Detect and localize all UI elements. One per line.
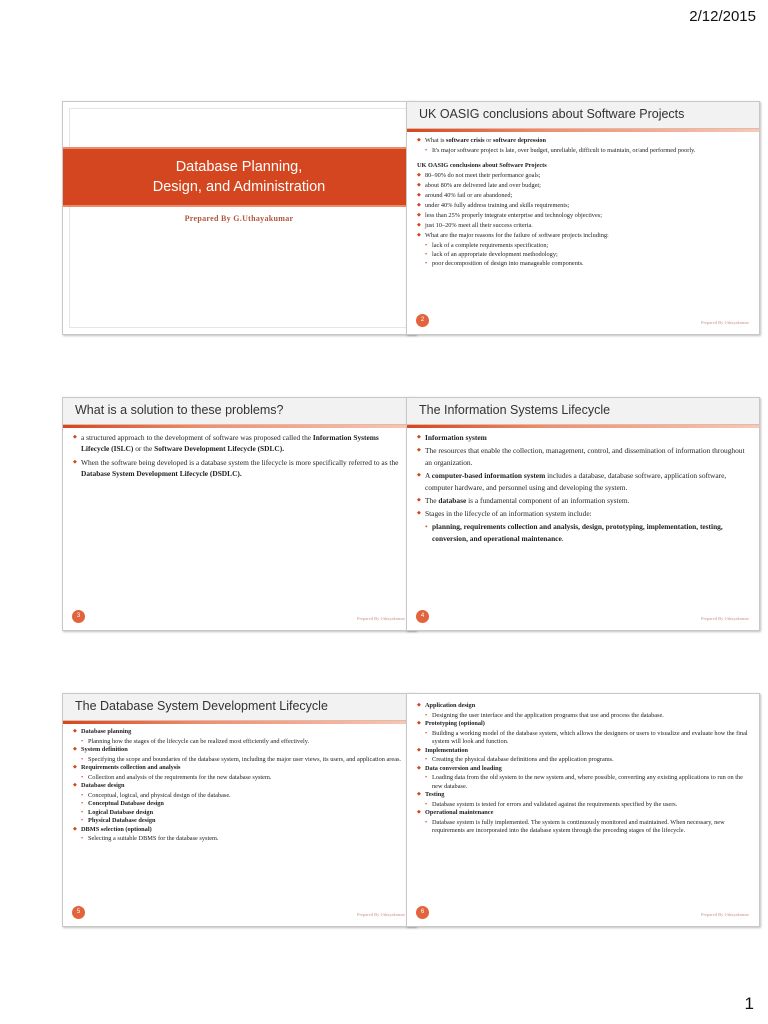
bullet: ◆ just 10–20% meet all their success criteria. [417, 221, 751, 230]
slide-credit: Prepared By Uthayakumar [701, 912, 749, 917]
title-line-2: Design, and Administration [152, 179, 326, 195]
title-band [63, 147, 415, 207]
bullet: ◆ The resources that enable the collection, management, control, and dissemination of information throughout an organization. [417, 445, 751, 469]
sub-bullet: • Database system is fully implemented. The system is continuously monitored and maintained. When necessary, new requirements are incorporated into the database system through the preceding stages of the lifecycle. [417, 819, 751, 836]
sub-bullet: • Conceptual Database design [73, 800, 407, 809]
bullet: ◆ Operational maintenance [417, 809, 751, 818]
slide-number: 2 [416, 314, 429, 327]
bullet: ◆ What is software crisis or software depression [417, 136, 751, 145]
bullet: ◆ around 40% fail or are abandoned; [417, 191, 751, 200]
sub-bullet: • Logical Database design [73, 809, 407, 818]
slide-6 [406, 693, 760, 927]
slide-number: 4 [416, 610, 429, 623]
slide-body [417, 136, 751, 268]
sub-bullet: • Physical Database design [73, 817, 407, 826]
slide-title: The Information Systems Lifecycle [419, 403, 611, 417]
bullet: ◆ What are the major reasons for the failure of software projects including: [417, 231, 751, 240]
slide-2 [406, 101, 760, 335]
bullet: ◆ Implementation [417, 747, 751, 756]
sub-bullet: • Collection and analysis of the requirements for the new database system. [73, 774, 407, 783]
slide-3 [62, 397, 416, 631]
slide-credit: Prepared By Uthayakumar [701, 616, 749, 621]
sub-bullet: • Designing the user interface and the application programs that use and process the database. [417, 712, 751, 721]
sub-bullet: • lack of a complete requirements specification; [417, 241, 751, 250]
bullet: ◆ The database is a fundamental component of an information system. [417, 495, 751, 507]
sub-bullet: • Planning how the stages of the lifecycle can be realized most efficiently and effectively. [73, 738, 407, 747]
accent-bar [407, 425, 759, 428]
slide-header [63, 694, 415, 721]
sub-bullet: • Selecting a suitable DBMS for the database system. [73, 835, 407, 844]
bullet: ◆ less than 25% properly integrate enterprise and technology objectives; [417, 211, 751, 220]
slide-credit: Prepared By Uthayakumar [701, 320, 749, 325]
slide-body [73, 728, 407, 844]
bullet: ◆ Testing [417, 791, 751, 800]
sub-bullet: • Specifying the scope and boundaries of the database system, including the major user views, its users, and application areas. [73, 756, 407, 765]
slide-1-title [62, 101, 416, 335]
accent-bar [407, 129, 759, 132]
sub-bullet: • It's major software project is late, over budget, unreliable, difficult to maintain, or/and performed poorly. [417, 146, 751, 155]
sub-bullet: • Database system is tested for errors and validated against the requirements specified by the users. [417, 801, 751, 810]
slide-title: UK OASIG conclusions about Software Projects [419, 107, 685, 121]
bullet: ◆ under 40% fully address training and skills requirements; [417, 201, 751, 210]
sub-bullet: • Loading data from the old system to the new system and, where possible, converting any existing applications to run on the new database. [417, 774, 751, 791]
title-line-1: Database Planning, [175, 159, 303, 175]
slide-5 [62, 693, 416, 927]
author-subtitle: Prepared By G.Uthayakumar [184, 214, 294, 223]
bullet: ◆ DBMS selection (optional) [73, 826, 407, 835]
bullet: ◆ about 80% are delivered late and over budget; [417, 181, 751, 190]
slide-header [63, 398, 415, 425]
slide-body [417, 702, 751, 836]
slide-number: 6 [416, 906, 429, 919]
sub-bullet: • Creating the physical database definitions and the application programs. [417, 756, 751, 765]
bullet: ◆ Stages in the lifecycle of an information system include: [417, 508, 751, 520]
bullet: ◆ Prototyping (optional) [417, 720, 751, 729]
slide-credit: Prepared By Uthayakumar [357, 616, 405, 621]
accent-bar [63, 721, 415, 724]
slide-body [73, 432, 407, 480]
bullet: ◆ Requirements collection and analysis [73, 764, 407, 773]
sub-bullet: • poor decomposition of design into manageable components. [417, 259, 751, 268]
bullet: ◆ 80–90% do not meet their performance goals; [417, 171, 751, 180]
bullet: ◆ Information system [417, 432, 751, 444]
sub-bullet: • Conceptual, logical, and physical design of the database. [73, 792, 407, 801]
bullet: ◆ Database planning [73, 728, 407, 737]
bullet: ◆ A computer-based information system includes a database, database software, application software, computer hardware, and personnel using and developing the system. [417, 470, 751, 494]
page-number: 1 [744, 994, 754, 1013]
accent-bar [63, 425, 415, 428]
bullet: ◆ Database design [73, 782, 407, 791]
sub-bullet: • lack of an appropriate development methodology; [417, 250, 751, 259]
sub-bullet: • Building a working model of the database system, which allows the designers or users to visualize and evaluate how the final system will look and function. [417, 730, 751, 747]
slide-title: The Database System Development Lifecycle [75, 699, 328, 713]
bullet: ◆ System definition [73, 746, 407, 755]
bullet: ◆ Application design [417, 702, 751, 711]
slide-header [407, 102, 759, 129]
section-heading: UK OASIG conclusions about Software Projects [417, 162, 547, 169]
slide-4 [406, 397, 760, 631]
bullet: ◆ Data conversion and loading [417, 765, 751, 774]
print-date: 2/12/2015 [689, 8, 756, 25]
slide-credit: Prepared By Uthayakumar [357, 912, 405, 917]
bullet: ◆ When the software being developed is a database system the lifecycle is more specifically referred to as the Database System Development Lifecycle (DSDLC). [73, 457, 407, 479]
slide-number: 5 [72, 906, 85, 919]
slide-title: What is a solution to these problems? [75, 403, 284, 417]
slide-body [417, 432, 751, 545]
slide-number: 3 [72, 610, 85, 623]
slide-header [407, 398, 759, 425]
sub-bullet: • planning, requirements collection and analysis, design, prototyping, implementation, testing, conversion, and operational maintenance. [417, 521, 751, 545]
bullet: ◆ a structured approach to the development of software was proposed called the Information Systems Lifecycle (ISLC) or the Software Development Lifecycle (SDLC). [73, 432, 407, 454]
